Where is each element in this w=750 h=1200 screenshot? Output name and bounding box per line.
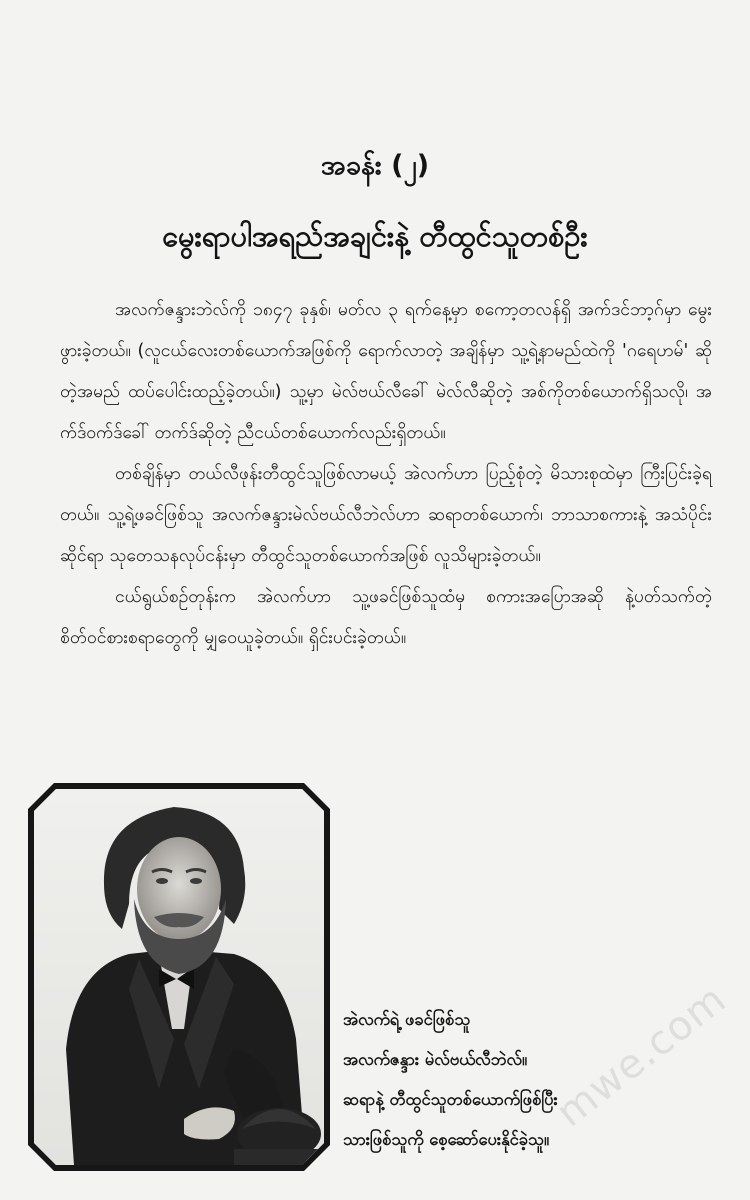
portrait-image: [34, 789, 324, 1165]
paragraph: တစ်ချိန်မှာ တယ်လီဖုန်းတီထွင်သူဖြစ်လာမယ့် အဲလက်ဟာ ပြည့်စုံတဲ့ မိသားစုထဲမှာ ကြီးပြင်းခဲ့ရတယ်။ သူ့ရဲ့ဖခင်ဖြစ်သူ အလက်ဇန္ဒားမဲလ်ဗယ်လီဘဲလ်ဟာ ဆရာတစ်ယောက်၊ ဘာသာစကားနဲ့ အသံပိုင်းဆိုင်ရာ သုတေသနလုပ်ငန်းမှာ တီထွင်သူတစ်ယောက်အဖြစ် လူသိများခဲ့တယ်။: [60, 464, 712, 566]
caption-line: ဆရာနဲ့ တီထွင်သူတစ်ယောက်ဖြစ်ပြီး: [343, 1090, 558, 1109]
chapter-heading: အခန်း (၂): [320, 150, 430, 181]
caption-line: အဲလက်ရဲ့ ဖခင်ဖြစ်သူ: [343, 1010, 471, 1029]
chapter-title: မွေးရာပါအရည်အချင်းနဲ့ တီထွင်သူတစ်ဦး: [162, 219, 588, 253]
caption-line: အလက်ဇန္ဒား မဲလ်ဗယ်လီဘဲလ်။: [343, 1050, 527, 1069]
paragraph: ငယ်ရွယ်စဉ်တုန်းက အဲလက်ဟာ သူ့ဖခင်ဖြစ်သူထံမှ စကားအပြောအဆို နဲ့ပတ်သက်တဲ့ စိတ်ဝင်စားစရာတွေကို မျှဝေယူခဲ့တယ်။ ရှိင်းပင်းခဲ့တယ်။: [60, 587, 712, 648]
portrait-photo: [34, 789, 324, 1165]
body-text: [60, 290, 712, 659]
watermark: mwe.com: [548, 975, 736, 1137]
paragraph: အလက်ဇန္ဒားဘဲလ်ကို ၁၈၄၇ ခုနှစ်၊ မတ်လ ၃ ရက်နေ့မှာ စကော့တလန်ရှိ အက်ဒင်ဘာ့ဂ်မှာ မွေးဖွားခဲ့တယ်။ (လူငယ်လေးတစ်ယောက်အဖြစ်ကို ရောက်လာတဲ့ အချိန်မှာ သူ့ရဲ့နာမည်ထဲကို 'ဂရေဟမ်' ဆိုတဲ့အမည် ထပ်ပေါင်းထည့်ခဲ့တယ်။) သူ့မှာ မဲလ်ဗယ်လီခေါ် မဲလ်လီဆိုတဲ့ အစ်ကိုတစ်ယောက်ရှိသလို၊ အက်ဒ်ဝက်ဒ်ခေါ် တက်ဒ်ဆိုတဲ့ ညီငယ်တစ်ယောက်လည်းရှိတယ်။: [60, 300, 712, 443]
caption-line: သားဖြစ်သူကို စေ့ဆော်ပေးနိုင်ခဲ့သူ။: [343, 1130, 550, 1149]
portrait-frame: [28, 783, 330, 1171]
